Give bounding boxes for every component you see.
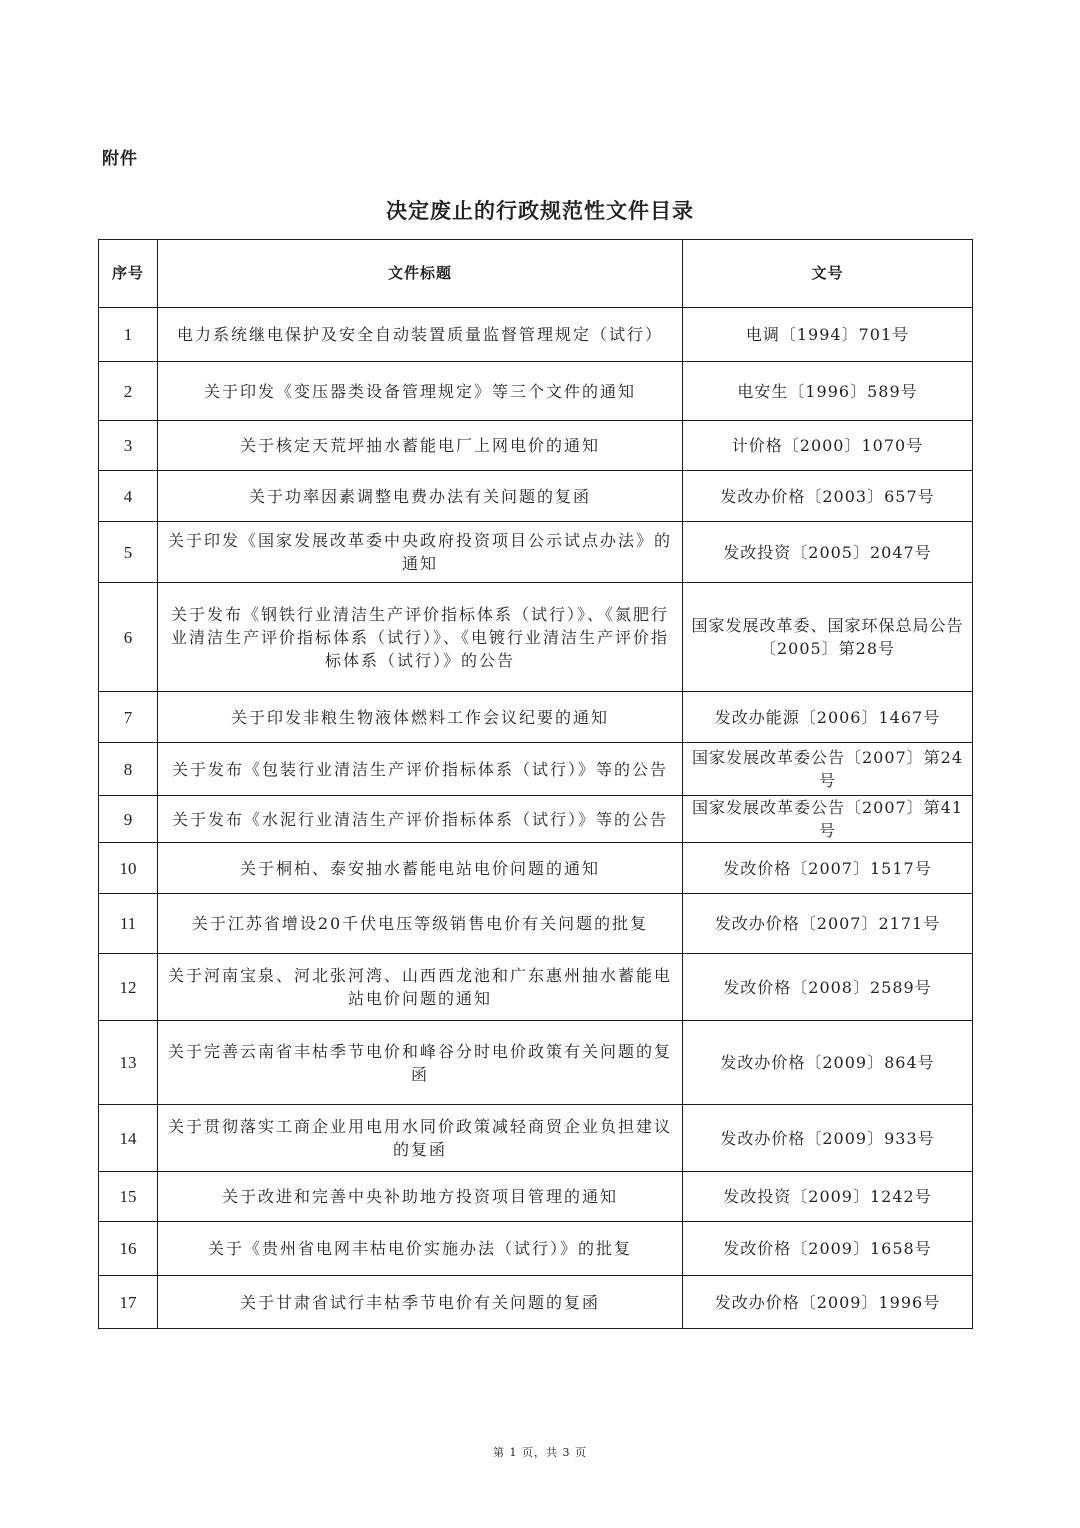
row-seq: 14	[99, 1105, 158, 1172]
row-doc-no: 发改办能源〔2006〕1467号	[683, 692, 973, 743]
row-doc-no: 发改价格〔2007〕1517号	[683, 843, 973, 894]
row-title: 关于印发《国家发展改革委中央政府投资项目公示试点办法》的通知	[158, 522, 683, 583]
table-row	[99, 843, 973, 894]
row-title: 电力系统继电保护及安全自动装置质量监督管理规定（试行）	[158, 308, 683, 362]
table-row	[99, 1105, 973, 1172]
table-row	[99, 1276, 973, 1329]
row-title: 关于桐柏、泰安抽水蓄能电站电价问题的通知	[158, 843, 683, 894]
row-title: 关于改进和完善中央补助地方投资项目管理的通知	[158, 1172, 683, 1222]
row-seq: 3	[99, 421, 158, 471]
row-seq: 9	[99, 796, 158, 843]
row-seq: 10	[99, 843, 158, 894]
row-doc-no: 发改办价格〔2003〕657号	[683, 471, 973, 522]
row-seq: 12	[99, 954, 158, 1021]
row-title: 关于印发《变压器类设备管理规定》等三个文件的通知	[158, 362, 683, 421]
table-row	[99, 692, 973, 743]
row-title: 关于发布《钢铁行业清洁生产评价指标体系（试行）》、《氮肥行业清洁生产评价指标体系（试行）》、《电镀行业清洁生产评价指标体系（试行）》的公告	[158, 583, 683, 692]
row-doc-no: 发改办价格〔2009〕864号	[683, 1021, 973, 1105]
table-row	[99, 522, 973, 583]
row-title: 关于江苏省增设20千伏电压等级销售电价有关问题的批复	[158, 894, 683, 954]
row-doc-no: 电安生〔1996〕589号	[683, 362, 973, 421]
table-row	[99, 362, 973, 421]
table-row	[99, 954, 973, 1021]
row-seq: 7	[99, 692, 158, 743]
row-title: 关于河南宝泉、河北张河湾、山西西龙池和广东惠州抽水蓄能电站电价问题的通知	[158, 954, 683, 1021]
table-row	[99, 743, 973, 796]
row-title: 关于甘肃省试行丰枯季节电价有关问题的复函	[158, 1276, 683, 1329]
row-seq: 11	[99, 894, 158, 954]
column-header-seq: 序号	[99, 240, 158, 308]
table-row	[99, 471, 973, 522]
column-header-title: 文件标题	[158, 240, 683, 308]
row-doc-no: 发改办价格〔2009〕1996号	[683, 1276, 973, 1329]
row-doc-no: 发改价格〔2009〕1658号	[683, 1222, 973, 1276]
table-row	[99, 796, 973, 843]
table-header-row	[99, 240, 973, 308]
row-doc-no: 发改办价格〔2007〕2171号	[683, 894, 973, 954]
row-title: 关于《贵州省电网丰枯电价实施办法（试行）》的批复	[158, 1222, 683, 1276]
column-header-doc-no: 文号	[683, 240, 973, 308]
row-seq: 1	[99, 308, 158, 362]
table-row	[99, 583, 973, 692]
document-title: 决定废止的行政规范性文件目录	[386, 198, 694, 223]
table-row	[99, 308, 973, 362]
row-title: 关于印发非粮生物液体燃料工作会议纪要的通知	[158, 692, 683, 743]
row-title: 关于核定天荒坪抽水蓄能电厂上网电价的通知	[158, 421, 683, 471]
row-title: 关于发布《水泥行业清洁生产评价指标体系（试行）》等的公告	[158, 796, 683, 843]
row-doc-no: 国家发展改革委、国家环保总局公告 〔2005〕第28号	[683, 583, 973, 692]
row-doc-no: 计价格〔2000〕1070号	[683, 421, 973, 471]
row-seq: 17	[99, 1276, 158, 1329]
attachment-label: 附件	[102, 149, 138, 169]
table-row	[99, 1222, 973, 1276]
document-catalog-table	[98, 239, 981, 1329]
row-doc-no: 国家发展改革委公告〔2007〕第41号	[683, 796, 973, 843]
row-title: 关于发布《包装行业清洁生产评价指标体系（试行）》等的公告	[158, 743, 683, 796]
row-title: 关于完善云南省丰枯季节电价和峰谷分时电价政策有关问题的复函	[158, 1021, 683, 1105]
row-doc-no: 发改价格〔2008〕2589号	[683, 954, 973, 1021]
row-doc-no: 电调〔1994〕701号	[683, 308, 973, 362]
row-seq: 6	[99, 583, 158, 692]
table-row	[99, 894, 973, 954]
row-doc-no: 国家发展改革委公告〔2007〕第24号	[683, 743, 973, 796]
row-doc-no: 发改办价格〔2009〕933号	[683, 1105, 973, 1172]
row-title: 关于贯彻落实工商企业用电用水同价政策减轻商贸企业负担建议的复函	[158, 1105, 683, 1172]
row-seq: 4	[99, 471, 158, 522]
row-seq: 15	[99, 1172, 158, 1222]
row-doc-no: 发改投资〔2009〕1242号	[683, 1172, 973, 1222]
row-doc-no: 发改投资〔2005〕2047号	[683, 522, 973, 583]
row-title: 关于功率因素调整电费办法有关问题的复函	[158, 471, 683, 522]
row-seq: 8	[99, 743, 158, 796]
row-seq: 13	[99, 1021, 158, 1105]
row-seq: 5	[99, 522, 158, 583]
page-number-footer: 第 1 页，共 3 页	[493, 1446, 587, 1459]
table-row	[99, 1021, 973, 1105]
table-row	[99, 421, 973, 471]
table-row	[99, 1172, 973, 1222]
row-seq: 16	[99, 1222, 158, 1276]
row-seq: 2	[99, 362, 158, 421]
